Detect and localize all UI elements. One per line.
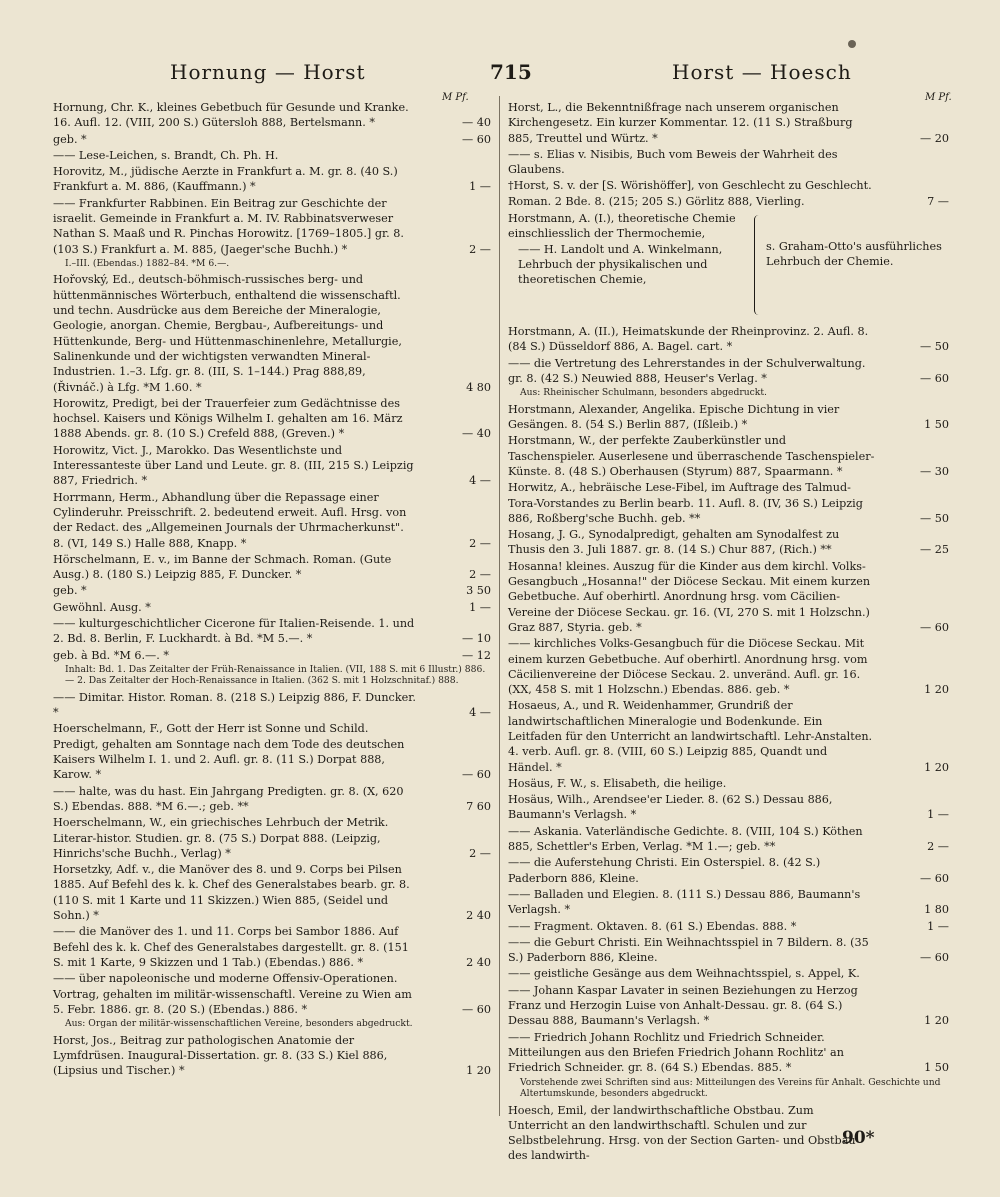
print-mark — [848, 40, 856, 48]
currency-heading-right: M Pf. — [925, 92, 952, 103]
page-signature: 90* — [842, 1128, 875, 1148]
entry-text: —— kirchliches Volks-Gesangbuch für die Diöcese Seckau. Mit einem kurzen Gebetbuche. Auf oberhirtl. Anordnung hrsg. vom Cäcilienvereine der Diöcese Seckau. 2. unveränd. Aufl. gr. 16. (XX, 458 S. mit 1 Holzschn.) Ebendas. 886. geb. * — [508, 637, 868, 697]
entry-price: — 40 — [462, 427, 491, 441]
entry-text: Hornung, Chr. K., kleines Gebetbuch für Gesunde und Kranke. 16. Aufl. 12. (VIII, 200 S.) Gütersloh 888, Bertelsmann. * — [53, 101, 409, 130]
catalog-entry — [53, 784, 491, 815]
header-right-title: Horst — Hoesch — [672, 60, 852, 84]
currency-heading-left: M Pf. — [442, 92, 469, 103]
catalog-entry — [53, 690, 491, 721]
entry-price: 1 20 — [924, 760, 949, 774]
entry-text: Horrmann, Herm., Abhandlung über die Repassage einer Cylinderuhr. Preisschrift. 2. bedeutend erweit. Aufl. Hrsg. von der Redact. des „Allgemeinen Journals der Uhrmacherkunst". 8. (VI, 149 S.) Halle 888, Knapp. * — [53, 490, 407, 550]
entry-text: —— Dimitar. Histor. Roman. 8. (218 S.) Leipzig 886, F. Duncker. * — [53, 690, 416, 720]
catalog-entry — [508, 356, 949, 387]
entry-text: Hosanna! kleines. Auszug für die Kinder aus dem kirchl. Volks-Gesangbuch „Hosanna!" der Diöcese Seckau. Mit einem kurzen Gebetbuche. Auf oberhirtl. Anordnung hrsg. vom Cäcilien-Vereine der Diöcese Seckau. gr. 16. (VI, 270 S. mit 1 Holzschn.) Graz 887, Styria. geb. * — [508, 559, 871, 634]
header-left-title: Hornung — Horst — [170, 60, 366, 84]
entry-price: 2 — — [469, 242, 491, 256]
entry-price: 1 — — [469, 600, 491, 614]
entry-text: —— Lese-Leichen, s. Brandt, Ch. Ph. H. — [53, 148, 279, 162]
catalog-entry — [53, 815, 491, 861]
entry-price: 1 50 — [924, 418, 949, 432]
entry-text: Horstmann, A. (II.), Heimatskunde der Rheinprovinz. 2. Aufl. 8. (84 S.) Düsseldorf 886, A. Bagel. cart. * — [508, 325, 869, 354]
entry-text: Horwitz, A., hebräische Lese-Fibel, im Auftrage des Talmud-Tora-Vorstandes zu Berlin bearb. 11. Aufl. 8. (IV, 36 S.) Leipzig 886, Roßberg'sche Buchh. geb. ** — [508, 481, 863, 525]
catalog-entry — [508, 527, 949, 558]
entry-text: Horst, L., die Bekenntnißfrage nach unserem organischen Kirchengesetz. Ein kurzer Kommentar. 12. (11 S.) Straßburg 885, Treuttel und Würtz. * — [508, 101, 853, 145]
entry-text: —— kulturgeschichtlicher Cicerone für Italien-Reisende. 1. und 2. Bd. 8. Berlin, F. Luckhardt. à Bd. *M 5.—. * — [53, 617, 415, 646]
catalog-entry — [508, 966, 949, 981]
entry-price: 4 80 — [466, 380, 491, 394]
column-divider — [499, 96, 500, 1116]
entry-text: —— halte, was du hast. Ein Jahrgang Predigten. gr. 8. (X, 620 S.) Ebendas. 888. *M 6.—.; geb. ** — [53, 784, 404, 813]
catalog-entry — [508, 935, 949, 966]
page-number: 715 — [490, 60, 532, 84]
catalog-entry — [53, 971, 491, 1017]
entry-price: — 60 — [462, 1002, 491, 1016]
entry-text: Horovitz, M., jüdische Aerzte in Frankfurt a. M. gr. 8. (40 S.) Frankfurt a. M. 886, (Kauffmann.) * — [53, 165, 398, 194]
catalog-entry — [508, 480, 949, 526]
entry-text: —— die Geburt Christi. Ein Weihnachtsspiel in 7 Bildern. 8. (35 S.) Paderborn 886, Kleine. — [508, 935, 869, 965]
catalog-entry — [53, 862, 491, 923]
entry-text: Horst, Jos., Beitrag zur pathologischen Anatomie der Lymfdrüsen. Inaugural-Dissertation. gr. 8. (33 S.) Kiel 886, (Lipsius und Tischer.) * — [53, 1033, 388, 1078]
entry-price: — 60 — [920, 951, 949, 965]
entry-text: —— die Vertretung des Lehrerstandes in der Schulverwaltung. gr. 8. (42 S.) Neuwied 888, Heuser's Verlag. * — [508, 356, 866, 385]
entry-price: — 10 — [462, 632, 491, 646]
entry-price: 1 — — [469, 180, 491, 194]
entry-text: —— über napoleonische und moderne Offensiv-Operationen. Vortrag, gehalten im militär-wissenschaftl. Vereine zu Wien am 5. Febr. 1886. gr. 8. (20 S.) (Ebendas.) 886. * — [53, 972, 412, 1016]
catalog-entry — [508, 887, 949, 918]
entry-price: — 60 — [462, 132, 491, 146]
catalog-entry — [53, 721, 491, 782]
entry-price: 2 40 — [466, 955, 491, 969]
catalog-entry — [53, 583, 491, 598]
catalog-entry — [53, 443, 491, 489]
entry-price: — 60 — [462, 768, 491, 782]
catalog-entry — [508, 100, 949, 146]
entry-text: Gewöhnl. Ausg. * — [53, 600, 151, 614]
entry-text: —— Johann Kaspar Lavater in seinen Beziehungen zu Herzog Franz und Herzogin Luise von Anhalt-Dessau. gr. 8. (64 S.) Dessau 888, Baumann's Verlagsh. * — [508, 983, 858, 1028]
catalog-entry — [53, 616, 491, 647]
catalog-entry — [508, 983, 949, 1029]
entry-price: 4 — — [469, 706, 491, 720]
entry-text: Horowitz, Predigt, bei der Trauerfeier zum Gedächtnisse des hochsel. Kaisers und Königs Wilhelm I. gehalten am 16. März 1888 Abends. gr. 8. (10 S.) Crefeld 888, (Greven.) * — [53, 396, 403, 441]
catalog-entry — [508, 919, 949, 934]
entry-price: — 50 — [920, 340, 949, 354]
catalog-entry — [53, 648, 491, 663]
graham-brace-group — [508, 211, 949, 321]
entry-price: — 30 — [920, 464, 949, 478]
entry-price: 2 — — [927, 840, 949, 854]
entry-text: †Horst, S. v. der [S. Wörishöffer], von Geschlecht zu Geschlecht. Roman. 2 Bde. 8. (215; 205 S.) Görlitz 888, Vierling. — [508, 179, 872, 208]
entry-text: Hořovský, Ed., deutsch-böhmisch-russisches berg- und hüttenmännisches Wörterbuch, enthaltend die wissenschaftl. und techn. Ausdrücke aus dem Bereiche der Mineralogie, Geologie, anorgan. Chemie, Bergbau-, Aufbereitungs- und Hüttenkunde, Berg- und Hüttenmaschinenlehre, Metallurgie, Salinenkunde und der wichtigsten verwandten Mineral-Industrien. 1.–3. Lfg. gr. 8. (III, S. 1–144.) Prag 888,89, (Řivnáč.) à Lfg. *M 1.60. * — [53, 273, 402, 394]
note-line: Aus: Rheinischer Schulmann, besonders abgedruckt. — [520, 387, 767, 399]
catalog-entry — [53, 132, 491, 147]
catalog-entry — [53, 396, 491, 442]
entry-price: — 60 — [920, 620, 949, 634]
catalog-entry — [508, 855, 949, 886]
horstmann-entry-a: Horstmann, A. (I.), theoretische Chemie einschliesslich der Thermochemie, — [508, 212, 736, 241]
catalog-entry — [53, 100, 491, 131]
catalog-entry — [508, 698, 949, 774]
entry-text: Hosang, J. G., Synodalpredigt, gehalten am Synodalfest zu Thusis den 3. Juli 1887. gr. 8. (14 S.) Chur 887, (Rich.) ** — [508, 528, 840, 557]
catalog-entry — [508, 433, 949, 479]
entry-text: Hoesch, Emil, der landwirthschaftliche Obstbau. Zum Unterricht an den landwirthschaftl. Schulen und zur Selbstbelehrung. Hrsg. von der Section Garten- und Obstbau des landwirth- — [508, 1103, 856, 1163]
catalog-entry — [508, 559, 949, 635]
catalog-entry — [53, 148, 491, 163]
entry-text: geb. à Bd. *M 6.—. * — [53, 648, 169, 662]
entry-text: Horstmann, W., der perfekte Zauberkünstler und Taschenspieler. Auserlesene und überraschende Taschenspieler-Künste. 8. (48 S.) Oberhausen (Styrum) 887, Spaarmann. * — [508, 434, 875, 478]
entry-text: geb. * — [53, 584, 87, 598]
entry-price: — 20 — [920, 131, 949, 145]
entry-text: —— die Manöver des 1. und 11. Corps bei Sambor 1886. Auf Befehl des k. k. Chef des Generalstabes dargestellt. gr. 8. (151 S. mit 1 Karte, 9 Skizzen und 1 Tab.) (Ebendas.) 886. * — [53, 925, 409, 969]
note-line: I.–III. (Ebendas.) 1882–84. *M 6.—. — [65, 257, 230, 269]
catalog-entry — [508, 324, 949, 355]
catalog-entry — [508, 147, 949, 178]
entry-price: — 60 — [920, 371, 949, 385]
entry-text: —— die Auferstehung Christi. Ein Osterspiel. 8. (42 S.) Paderborn 886, Kleine. — [508, 856, 821, 885]
entry-text: Horsetzky, Adf. v., die Manöver des 8. und 9. Corps bei Pilsen 1885. Auf Befehl des k. k. Chef des Generalstabes bearb. gr. 8. (110 S. mit 1 Karte und 11 Skizzen.) Wien 885, (Seidel und Sohn.) * — [53, 863, 410, 923]
entry-price: 2 — — [469, 536, 491, 550]
entry-price: 1 20 — [466, 1064, 491, 1078]
right-column — [508, 100, 949, 1165]
entry-price: — 50 — [920, 511, 949, 525]
note-line: Inhalt: Bd. 1. Das Zeitalter der Früh-Renaissance in Italien. (VII, 188 S. mit 6 Illustr.) 886. — 2. Das Zeitalter der Hoch-Renaissance in Italien. (362 S. mit 1 Holzschnitaf.) 888. — [65, 663, 486, 687]
entry-text: —— geistliche Gesänge aus dem Weihnachtsspiel, s. Appel, K. — [508, 967, 860, 981]
entry-price: 1 — — [927, 919, 949, 933]
entry-text: Horstmann, Alexander, Angelika. Epische Dichtung in vier Gesängen. 8. (54 S.) Berlin 887, (Ißleib.) * — [508, 402, 840, 432]
graham-reference: s. Graham-Otto's ausführliches Lehrbuch der Chemie. — [766, 240, 942, 269]
note-line: Aus: Organ der militär-wissenschaftlichen Vereine, besonders abgedruckt. — [65, 1018, 413, 1030]
catalog-entry — [53, 552, 491, 583]
catalog-entry — [53, 164, 491, 195]
entry-price: — 25 — [920, 543, 949, 557]
entry-price: 2 40 — [466, 909, 491, 923]
graham-entries — [508, 211, 751, 287]
landolt-entry: —— H. Landolt und A. Winkelmann, Lehrbuch der physikalischen und theoretischen Chemie, — [518, 242, 723, 287]
entry-text: Hoerschelmann, W., ein griechisches Lehrbuch der Metrik. Literar-histor. Studien. gr. 8. (75 S.) Dorpat 888. (Leipzig, Hinrichs'sche Buchh., Verlag) * — [53, 816, 389, 860]
note-line: Vorstehende zwei Schriften sind aus: Mitteilungen des Vereins für Anhalt. Geschichte und Altertumskunde, besonders abgedruckt. — [520, 1076, 941, 1100]
catalog-entry — [508, 1103, 949, 1164]
entry-price: 3 50 — [466, 584, 491, 598]
entry-price: — 12 — [462, 648, 491, 662]
entry-text: —— s. Elias v. Nisibis, Buch vom Beweis der Wahrheit des Glaubens. — [508, 147, 838, 177]
catalog-entry — [508, 824, 949, 855]
entry-price: — 60 — [920, 871, 949, 885]
entry-text: —— Friedrich Johann Rochlitz und Friedrich Schneider. Mitteilungen aus den Briefen Friedrich Johann Rochlitz' an Friedrich Schneider. gr. 8. (64 S.) Ebendas. 885. * — [508, 1030, 844, 1075]
entry-price: 1 50 — [924, 1061, 949, 1075]
catalog-entry — [53, 600, 491, 615]
catalog-entry — [53, 1033, 491, 1079]
entry-price: 4 — — [469, 474, 491, 488]
catalog-entry — [508, 636, 949, 697]
left-column — [53, 100, 491, 1080]
catalog-entry — [508, 792, 949, 823]
entry-price: 1 — — [927, 808, 949, 822]
entry-price: 2 — — [469, 846, 491, 860]
entry-text: Hosäus, F. W., s. Elisabeth, die heilige. — [508, 776, 727, 790]
catalog-entry — [53, 196, 491, 257]
entry-text: Horowitz, Vict. J., Marokko. Das Wesentlichste und Interessanteste über Land und Leute. gr. 8. (III, 215 S.) Leipzig 887, Friedrich. * — [53, 443, 414, 488]
catalog-entry — [53, 490, 491, 551]
entry-price: 7 60 — [466, 799, 491, 813]
entry-text: Hosäus, Wilh., Arendsee'er Lieder. 8. (62 S.) Dessau 886, Baumann's Verlagsh. * — [508, 793, 833, 822]
brace-icon — [754, 215, 763, 315]
entry-price: 2 — — [469, 568, 491, 582]
entry-price: 7 — — [927, 194, 949, 208]
entry-text: —— Frankfurter Rabbinen. Ein Beitrag zur Geschichte der israelit. Gemeinde in Frankfurt a. M. IV. Rabbinatsverweser Nathan S. Maaß und R. Pinchas Horowitz. [1769–1805.] gr. 8. (103 S.) Frankfurt a. M. 885, (Jaeger'sche Buchh.) * — [53, 196, 404, 256]
entry-text: —— Askania. Vaterländische Gedichte. 8. (VIII, 104 S.) Köthen 885, Schettler's Erben, Verlag. *M 1.—; geb. ** — [508, 824, 863, 854]
entry-text: —— Balladen und Elegien. 8. (111 S.) Dessau 886, Baumann's Verlagsh. * — [508, 887, 861, 917]
catalog-entry — [53, 924, 491, 970]
entry-text: geb. * — [53, 132, 87, 146]
entry-text: Hörschelmann, E. v., im Banne der Schmach. Roman. (Gute Ausg.) 8. (180 S.) Leipzig 885, F. Duncker. * — [53, 552, 392, 582]
entry-price: — 40 — [462, 116, 491, 130]
entry-price: 1 20 — [924, 1014, 949, 1028]
entry-text: Hosaeus, A., und R. Weidenhammer, Grundriß der landwirtschaftlichen Mineralogie und Bodenkunde. Ein Leitfaden für den Unterricht an landwirtschaftl. Lehr-Anstalten. 4. verb. Aufl. gr. 8. (VIII, 60 S.) Leipzig 885, Quandt und Händel. * — [508, 699, 873, 774]
entry-price: 1 20 — [924, 683, 949, 697]
catalog-entry — [53, 272, 491, 394]
page-header — [0, 60, 1000, 92]
entry-text: Hoerschelmann, F., Gott der Herr ist Sonne und Schild. Predigt, gehalten am Sonntage nach dem Tode des deutschen Kaisers Wilhelm I. 1. und 2. Aufl. gr. 8. (11 S.) Dorpat 888, Karow. * — [53, 722, 405, 782]
catalog-entry — [508, 1030, 949, 1076]
catalog-entry — [508, 402, 949, 433]
catalog-entry — [508, 776, 949, 791]
catalog-entry — [508, 178, 949, 209]
entry-text: —— Fragment. Oktaven. 8. (61 S.) Ebendas. 888. * — [508, 919, 797, 933]
entry-price: 1 80 — [924, 903, 949, 917]
